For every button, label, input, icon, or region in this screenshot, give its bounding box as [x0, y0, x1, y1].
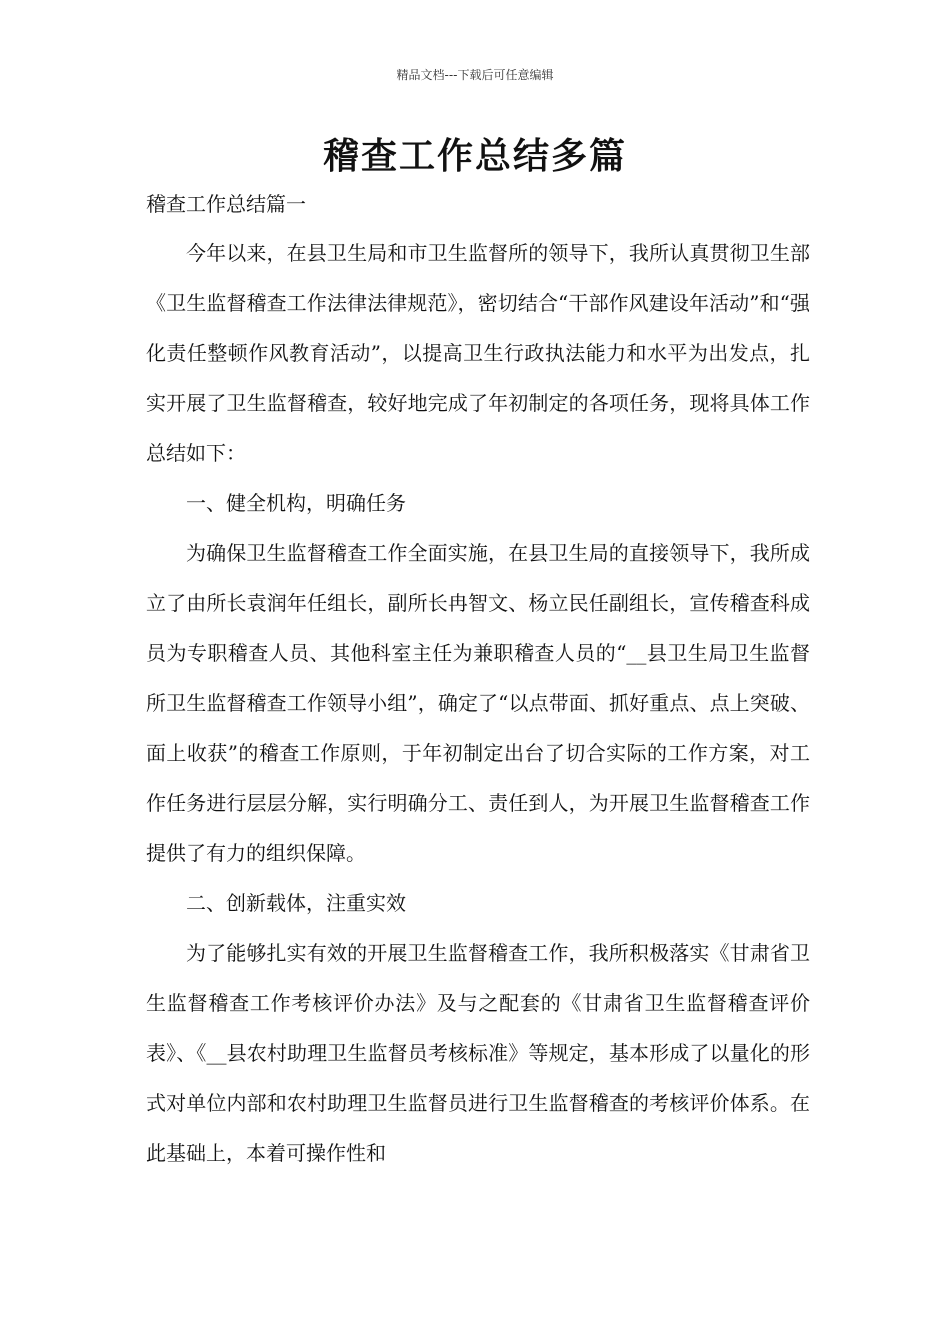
paragraph-section-1: 为确保卫生监督稽查工作全面实施，在县卫生局的直接领导下，我所成立了由所长袁润年任组长，副所长冉智文、杨立民任副组长，宣传稽查科成员为专职稽查人员、其他科室主任为兼职稽查人员的“__县卫生局卫生监督所卫生监督稽查工作领导小组”，确定了“以点带面、抓好重点、点上突破、面上收获”的稽查工作原则，于年初制定出台了切合实际的工作方案，对工作任务进行层层分解，实行明确分工、责任到人，为开展卫生监督稽查工作提供了有力的组织保障。 [146, 541, 810, 865]
section-heading-1: 一、健全机构，明确任务 [186, 491, 406, 515]
section-heading-2: 二、创新载体，注重实效 [186, 891, 406, 915]
paragraph-section-2: 为了能够扎实有效的开展卫生监督稽查工作，我所积极落实《甘肃省卫生监督稽查工作考核评价办法》及与之配套的《甘肃省卫生监督稽查评价表》、《__县农村助理卫生监督员考核标准》等规定，基本形成了以量化的形式对单位内部和农村助理卫生监督员进行卫生监督稽查的考核评价体系。在此基础上，本着可操作性和 [146, 941, 810, 1165]
section-subtitle: 稽查工作总结篇一 [146, 192, 306, 216]
document-body [146, 228, 810, 1178]
document-title: 稽查工作总结多篇 [322, 136, 627, 177]
paragraph-intro: 今年以来，在县卫生局和市卫生监督所的领导下，我所认真贯彻卫生部《卫生监督稽查工作法律法律规范》，密切结合“干部作风建设年活动”和“强化责任整顿作风教育活动”，以提高卫生行政执法能力和水平为出发点，扎实开展了卫生监督稽查，较好地完成了年初制定的各项任务，现将具体工作总结如下： [146, 241, 810, 465]
header-note: 精品文档---下载后可任意编辑 [396, 68, 554, 82]
